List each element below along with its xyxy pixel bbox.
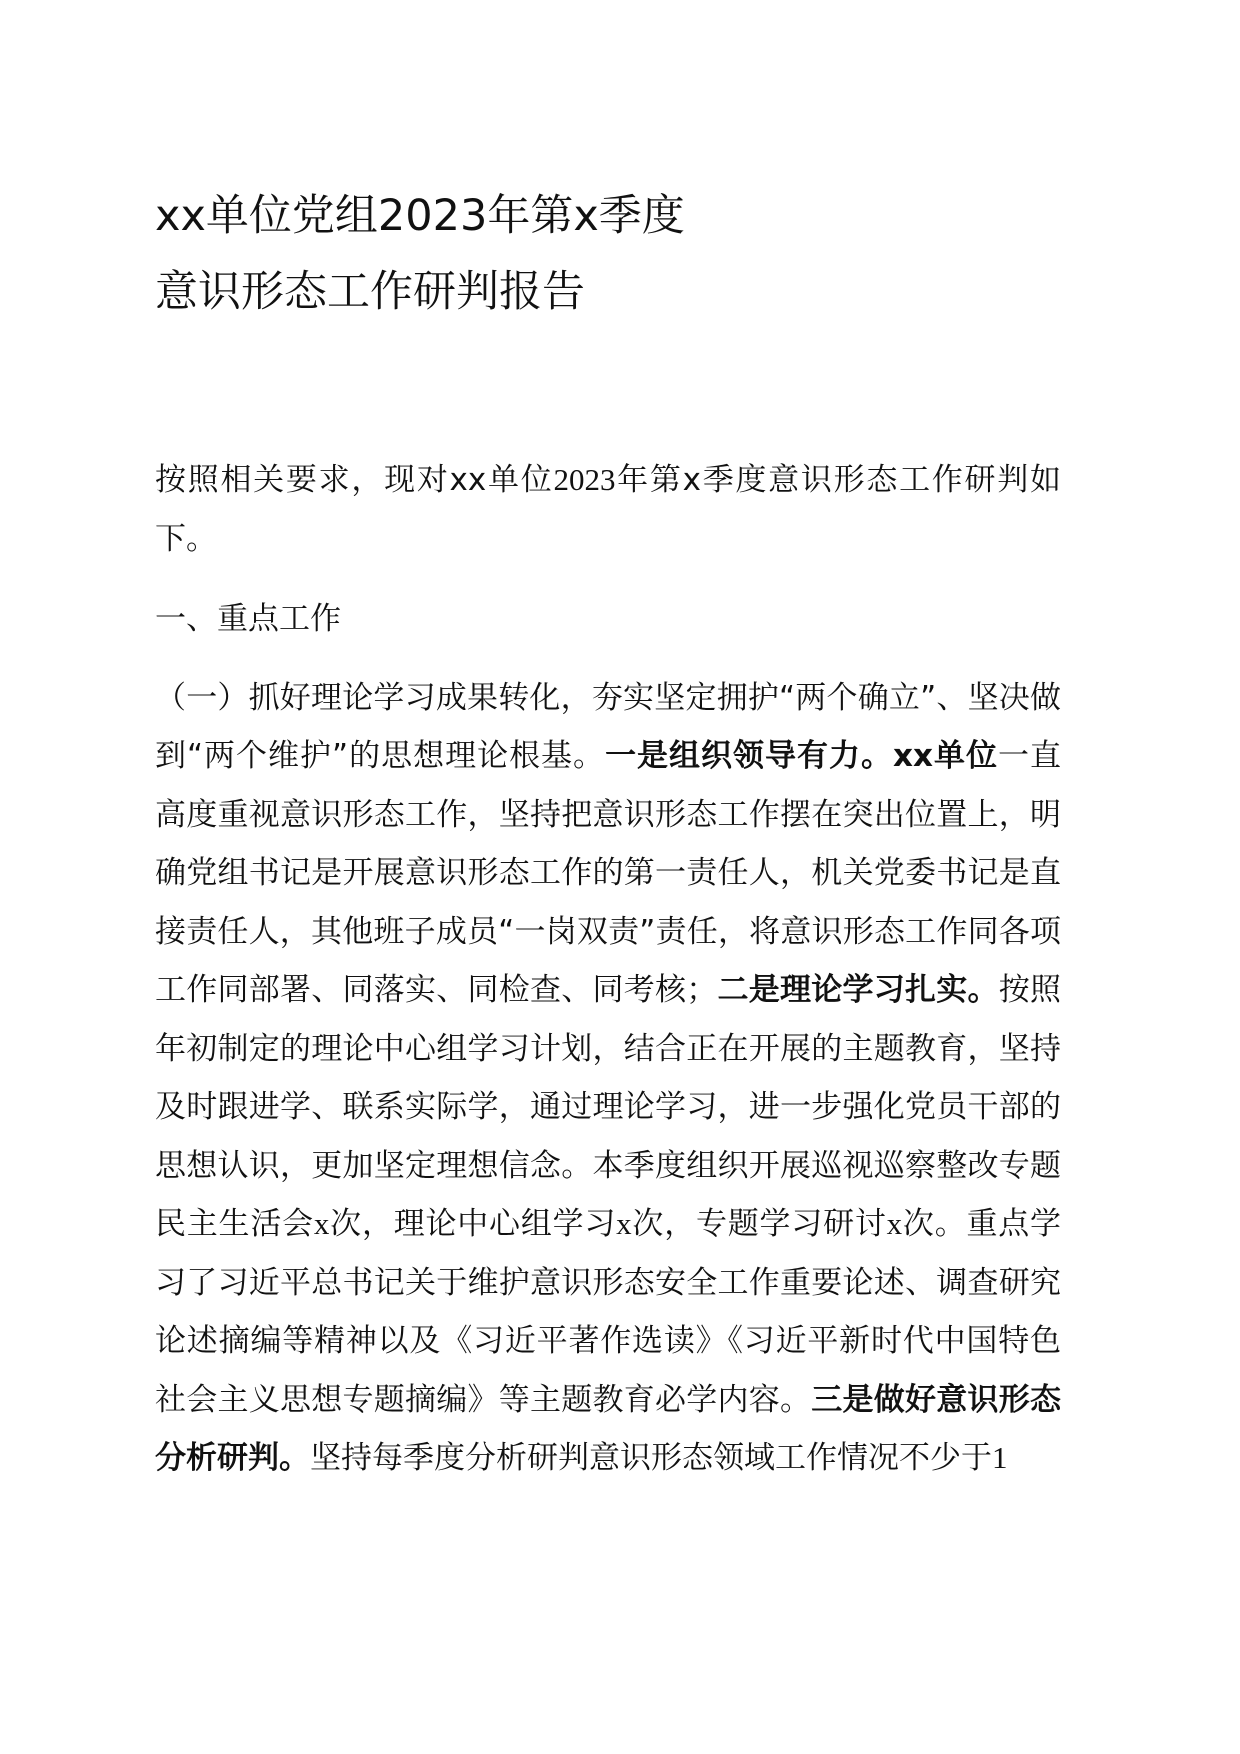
count-4: 1 <box>992 1440 1008 1475</box>
bold-point-2: 二是理论学习扎实。 <box>717 972 999 1008</box>
bold-point-1: 一是组织领导有力。xx单位 <box>605 738 998 774</box>
intro-text-a: 按照相关要求，现对xx单位 <box>155 462 554 498</box>
intro-text-b: 年第x季度意识形态工作研判如下。 <box>155 462 1061 557</box>
section-heading: 一、重点工作 <box>155 601 341 637</box>
para-text-3: 按照年初制定的理论中心组学习计划，结合正在开展的主题教育，坚持及时跟进学、联系实际学，通过理论学习，进一步强化党员干部的思想认识，更加坚定理想信念。本季度组织开展巡视巡察整改专题民主生活会 <box>155 972 1061 1242</box>
document-title <box>155 178 1085 330</box>
para-text-7: 坚持每季度分析研判意识形态领域工作情况不少于 <box>310 1440 992 1476</box>
count-2: x <box>616 1206 632 1241</box>
para-text-2: 一直高度重视意识形态工作，坚持把意识形态工作摆在突出位置上，明确党组书记是开展意识形态工作的第一责任人，机关党委书记是直接责任人，其他班子成员“一岗双责”责任，将意识形态工作同各项工作同部署、同落实、同检查、同考核； <box>155 738 1061 1008</box>
count-3: x <box>886 1206 903 1241</box>
para-text-4: 次，理论中心组学习 <box>329 1206 617 1242</box>
para-text-5: 次，专题学习研讨 <box>631 1206 887 1242</box>
intro-paragraph <box>155 451 1061 568</box>
title-line-1: xx单位党组2023年第x季度 <box>155 191 685 241</box>
para-text-6: 次。重点学习了习近平总书记关于维护意识形态安全工作重要论述、调查研究论述摘编等精神以及《习近平著作选读》《习近平新时代中国特色社会主义思想专题摘编》等主题教育必学内容。 <box>155 1206 1062 1418</box>
document-body <box>155 451 1061 1488</box>
count-1: x <box>313 1206 330 1241</box>
title-line-2: 意识形态工作研判报告 <box>155 267 585 317</box>
para-text-1: （一）抓好理论学习成果转化，夯实坚定拥护“两个确立”、坚决做到“两个维护”的思想理论根基。 <box>155 679 1061 774</box>
intro-year: 2023 <box>553 462 616 497</box>
bold-point-3: 三是做好意识形态分析研判。 <box>155 1381 1061 1476</box>
body-paragraph <box>155 669 1061 1488</box>
